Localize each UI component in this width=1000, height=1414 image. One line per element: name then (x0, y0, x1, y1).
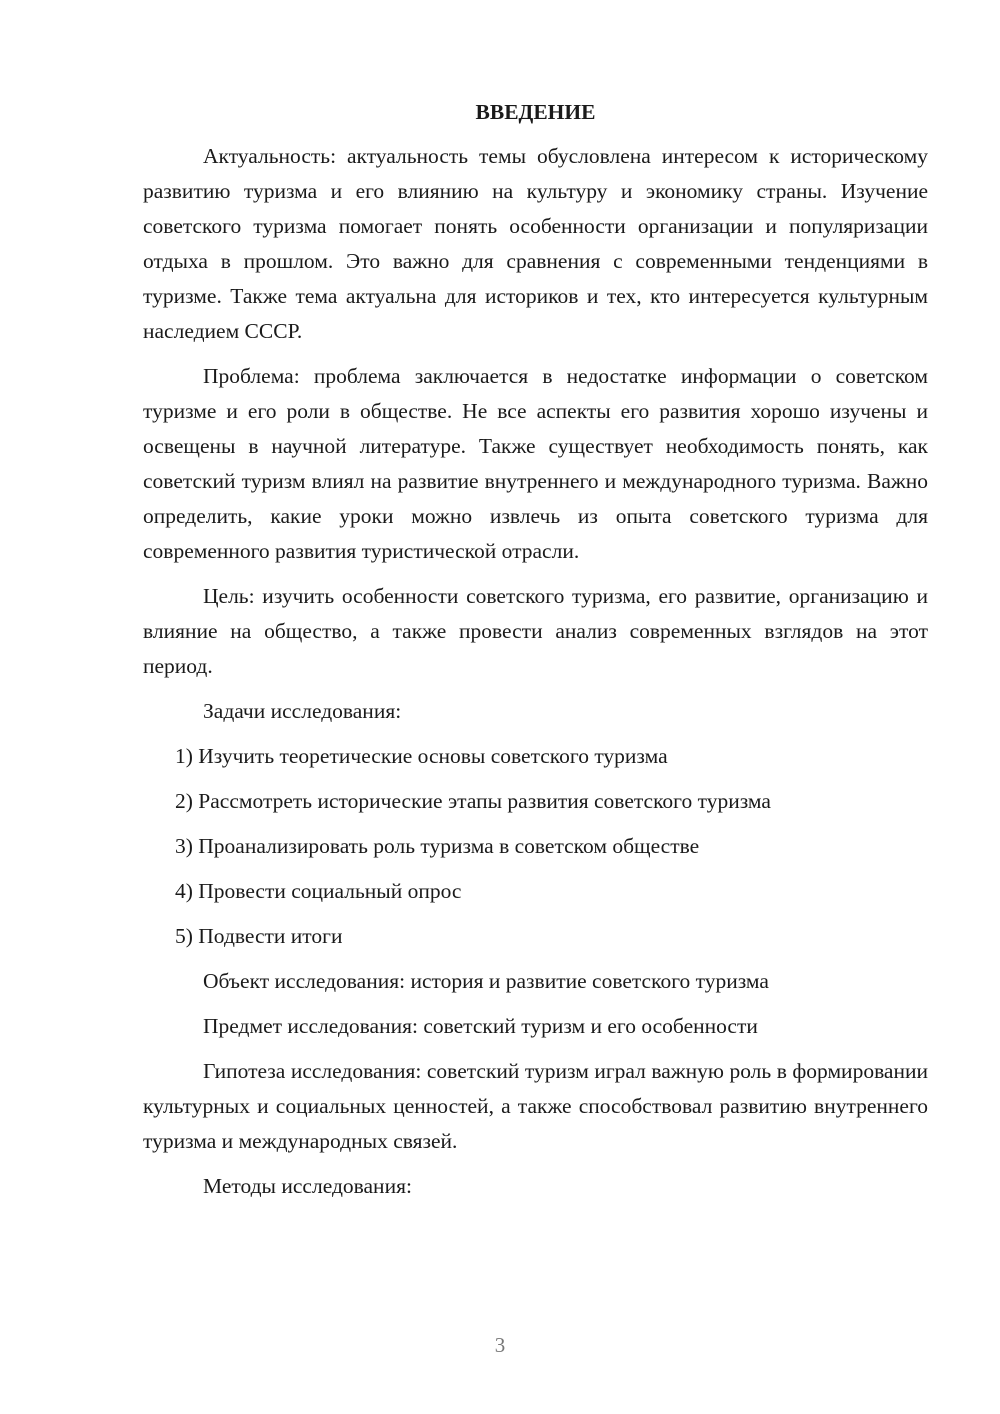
page-number: 3 (494, 1333, 506, 1357)
list-item: 3) Проанализировать роль туризма в советском обществе (175, 834, 700, 858)
paragraph-goal: Цель: изучить особенности советского туризма, его развитие, организацию и влияние на общество, а также провести анализ современных взглядов на этот период. (143, 584, 928, 678)
list-item: 5) Подвести итоги (175, 924, 343, 948)
section-title: ВВЕДЕНИЕ (475, 100, 596, 124)
document-page (143, 95, 928, 1214)
research-subject: Предмет исследования: советский туризм и его особенности (203, 1014, 758, 1038)
paragraph-relevance: Актуальность: актуальность темы обусловлена интересом к историческому развитию туризма и его влиянию на культуру и экономику страны. Изучение советского туризма помогает понять особенности организации и популяризации отдыха в прошлом. Это важно для сравнения с современными тенденциями в туризме. Также тема актуальна для историков и тех, кто интересуется культурным наследием СССР. (143, 144, 928, 343)
research-object: Объект исследования: история и развитие советского туризма (203, 969, 769, 993)
methods-heading: Методы исследования: (203, 1174, 412, 1198)
list-item: 2) Рассмотреть исторические этапы развития советского туризма (175, 789, 771, 813)
list-item: 1) Изучить теоретические основы советского туризма (175, 744, 668, 768)
paragraph-hypothesis: Гипотеза исследования: советский туризм играл важную роль в формировании культурных и социальных ценностей, а также способствовал развитию внутреннего туризма и международных связей. (143, 1059, 928, 1153)
tasks-list (143, 739, 928, 954)
list-item: 4) Провести социальный опрос (175, 879, 462, 903)
tasks-heading: Задачи исследования: (203, 699, 402, 723)
paragraph-problem: Проблема: проблема заключается в недостатке информации о советском туризме и его роли в обществе. Не все аспекты его развития хорошо изучены и освещены в научной литературе. Также существует необходимость понять, как советский туризм влиял на развитие внутреннего и международного туризма. Важно определить, какие уроки можно извлечь из опыта советского туризма для современного развития туристической отрасли. (143, 364, 928, 563)
